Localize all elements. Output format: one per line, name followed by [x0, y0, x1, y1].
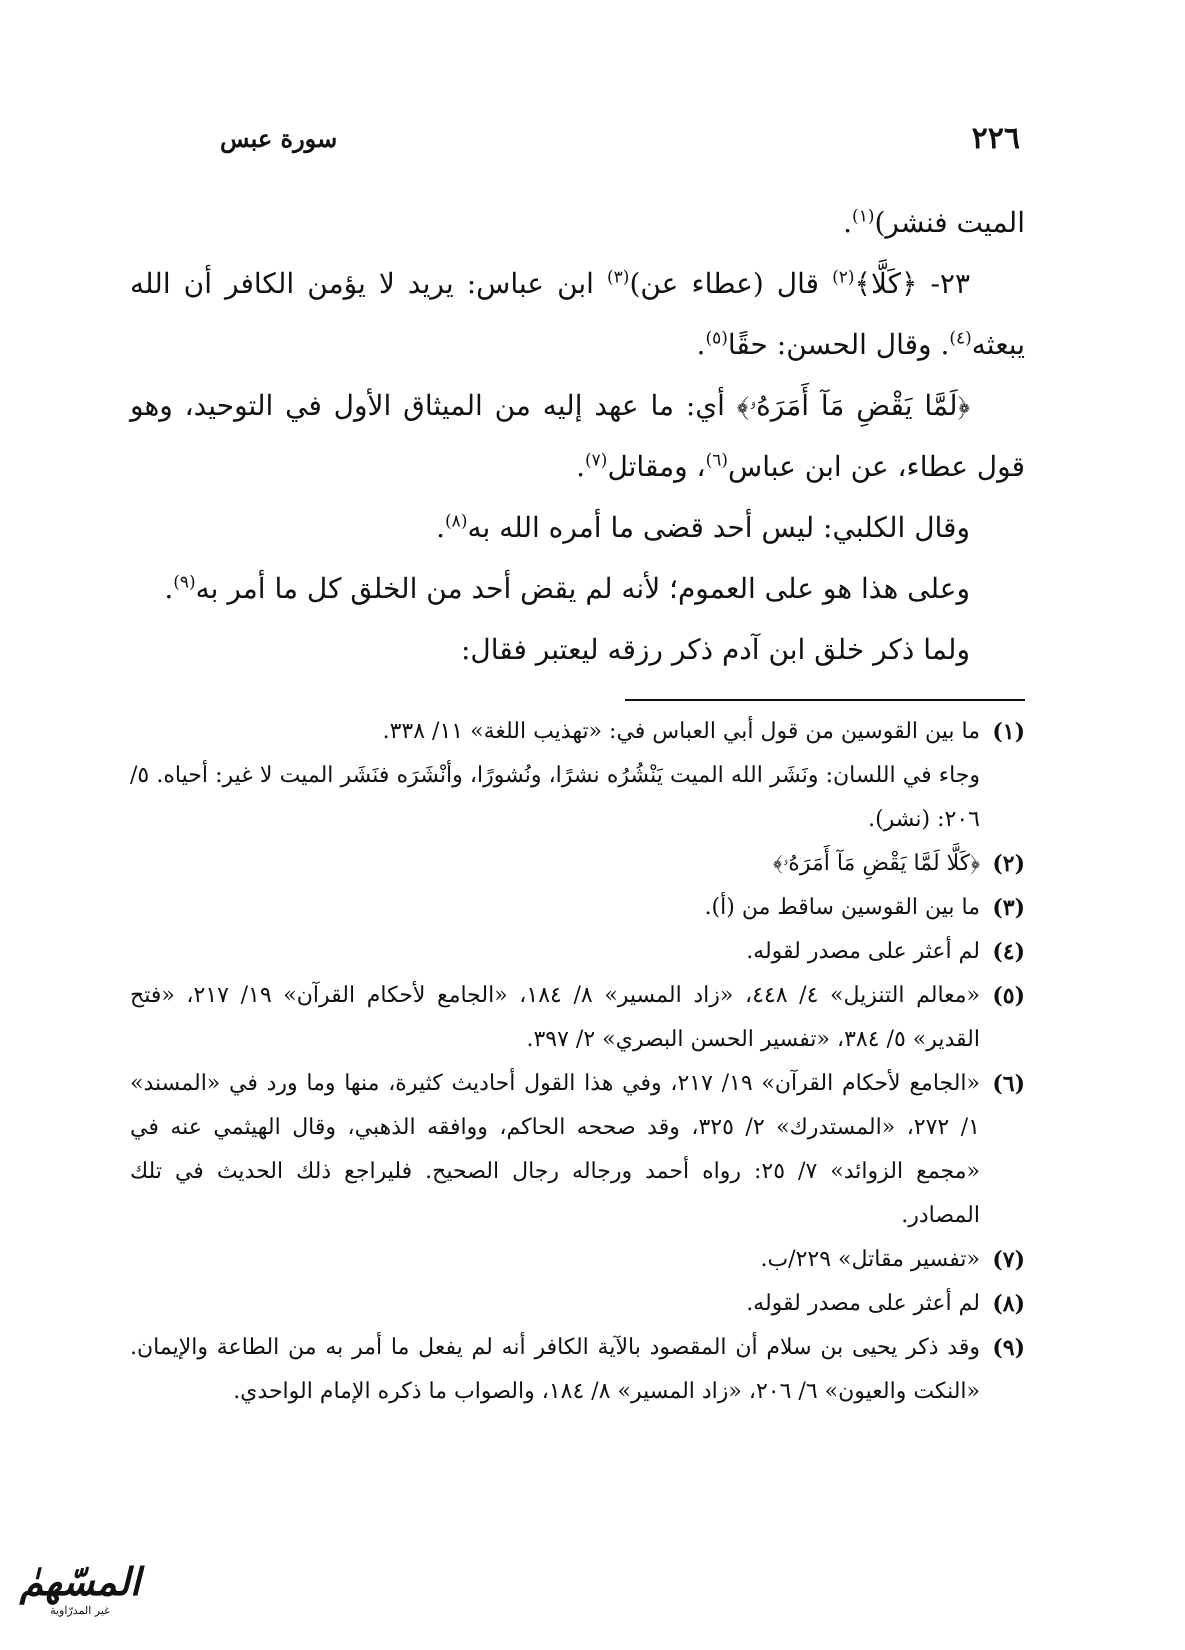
footnote-body [130, 974, 980, 1062]
footnote-body [130, 842, 980, 886]
footnote-ref: (٣) [607, 267, 630, 288]
text-run: ولما ذكر خلق ابن آدم ذكر رزقه ليعتبر فقال: [460, 633, 970, 666]
footnote-body [130, 710, 980, 842]
footnote-number: (٦) [992, 1071, 1025, 1097]
footnote [130, 710, 1025, 842]
paragraph [130, 558, 1025, 619]
footnote-line: وقد ذكر يحيى بن سلام أن المقصود بالآية الكافر أنه لم يفعل ما أمر به من الطاعة والإيمان. «النكت والعيون» ٦/ ٢٠٦، «زاد المسير» ٨/ ١٨٤، والصواب ما ذكره الإمام الواحدي. [130, 1335, 980, 1404]
text-run: . وقال الحسن: حقًا [727, 328, 950, 361]
footnote-number: (٤) [992, 939, 1025, 965]
paragraph [130, 192, 1025, 253]
footnote-line: «تفسير مقاتل» ٢٢٩/ب. [760, 1247, 980, 1272]
footnote [130, 974, 1025, 1062]
text-run: قال (عطاء عن) [629, 267, 833, 300]
footnote-line: لم أعثر على مصدر لقوله. [746, 939, 980, 964]
footnote-number: (٩) [992, 1335, 1025, 1361]
page-number: ٢٢٦ [971, 120, 1020, 156]
text-run: ﴿لَمَّا يَقْضِ مَآ أَمَرَهُۥ﴾ أي: ما عهد إليه من الميثاق الأول في التوحيد، وهو قول عطاء، عن ابن عباس [130, 389, 1025, 483]
footnote-ref: (٨) [445, 511, 468, 532]
text-run: . [164, 572, 174, 605]
footnote-line: ما بين القوسين من قول أبي العباس في: «تهذيب اللغة» ١١/ ٣٣٨. [382, 719, 980, 744]
paragraph [130, 497, 1025, 558]
text-run: . [843, 206, 853, 239]
footnotes [130, 710, 1025, 1414]
footnote-divider [625, 699, 1025, 701]
text-run: وقال الكلبي: ليس أحد قضى ما أمره الله به [467, 511, 970, 544]
surah-title: سورة عبس [220, 123, 338, 153]
footnote-ref: (٦) [705, 450, 729, 471]
paragraph [130, 253, 1025, 375]
footnote-ref: (٤) [949, 328, 972, 349]
footnote-number: (٧) [992, 1247, 1025, 1273]
footnote-ref: (٩) [173, 572, 196, 593]
footnote [130, 1326, 1025, 1414]
footnote-line: لم أعثر على مصدر لقوله. [746, 1291, 980, 1316]
text-run: ابن عباس: يريد لا يؤمن الكافر أن الله يبعثه [130, 267, 1025, 361]
footnote-number: (٣) [992, 895, 1025, 921]
footnote-line: ما بين القوسين ساقط من (أ). [704, 895, 980, 920]
footnote-ref: (٢) [832, 267, 855, 288]
logo-text: المسّهمٰ [19, 1559, 141, 1604]
text-run: . [696, 328, 706, 361]
footnote-body [130, 886, 980, 930]
footnote-ref: (٥) [705, 328, 728, 349]
footnote-number: (٢) [992, 851, 1025, 877]
footnote-ref: (١) [852, 206, 875, 227]
logo-subtext: غير المدرّاوية [50, 1604, 110, 1617]
footnote-line: «معالم التنزيل» ٤/ ٤٤٨، «زاد المسير» ٨/ ١٨٤، «الجامع لأحكام القرآن» ١٩/ ٢١٧، «فتح القدير» ٥/ ٣٨٤، «تفسير الحسن البصري» ٢/ ٣٩٧. [130, 983, 981, 1052]
footnote-line: ﴿كَلَّا لَمَّا يَقْضِ مَآ أَمَرَهُۥ﴾ [773, 851, 980, 876]
footnote [130, 842, 1025, 886]
text-run: ، ومقاتل [607, 450, 706, 483]
footnote-number: (٨) [992, 1291, 1025, 1317]
footnote-line: وجاء في اللسان: ونَشَر الله الميت يَنْشُرُه نشرًا، ونُشورًا، وأنْشَرَه فنَشَر الميت لا غير: أحياه. ٥/ ٢٠٦: (نشر). [130, 763, 980, 832]
footnote-body [130, 1282, 980, 1326]
footnote-body [130, 1238, 980, 1282]
footnote-ref: (٧) [585, 450, 608, 471]
text-run: . [576, 450, 586, 483]
text-run: الميت فنشر) [874, 206, 1025, 239]
footnote [130, 1062, 1025, 1238]
footnote [130, 886, 1025, 930]
text-run: . [436, 511, 446, 544]
paragraph [130, 375, 1025, 497]
footnote-number: (٥) [992, 983, 1025, 1009]
footnote-number: (١) [992, 719, 1025, 745]
running-head [220, 118, 1020, 158]
paragraph [130, 619, 1025, 680]
footnote-body [130, 930, 980, 974]
footnote-body [130, 1062, 980, 1238]
footnote [130, 930, 1025, 974]
footnote-body [130, 1326, 980, 1414]
main-text [130, 192, 1025, 680]
footnote [130, 1282, 1025, 1326]
publisher-logo [10, 1560, 150, 1630]
footnote [130, 1238, 1025, 1282]
text-run: ٢٣- ﴿كَلَّا﴾ [854, 267, 970, 300]
footnote-line: «الجامع لأحكام القرآن» ١٩/ ٢١٧، وفي هذا القول أحاديث كثيرة، منها وما ورد في «المسند» ١/ ٢٧٢، «المستدرك» ٢/ ٣٢٥، وقد صححه الحاكم، ووافقه الذهبي، وقال الهيثمي عنه في «مجمع الزوائد» ٧/ ٢٥: رواه أحمد ورجاله رجال الصحيح. فليراجع ذلك الحديث في تلك المصادر. [130, 1071, 981, 1228]
text-run: وعلى هذا هو على العموم؛ لأنه لم يقض أحد من الخلق كل ما أمر به [195, 572, 970, 605]
